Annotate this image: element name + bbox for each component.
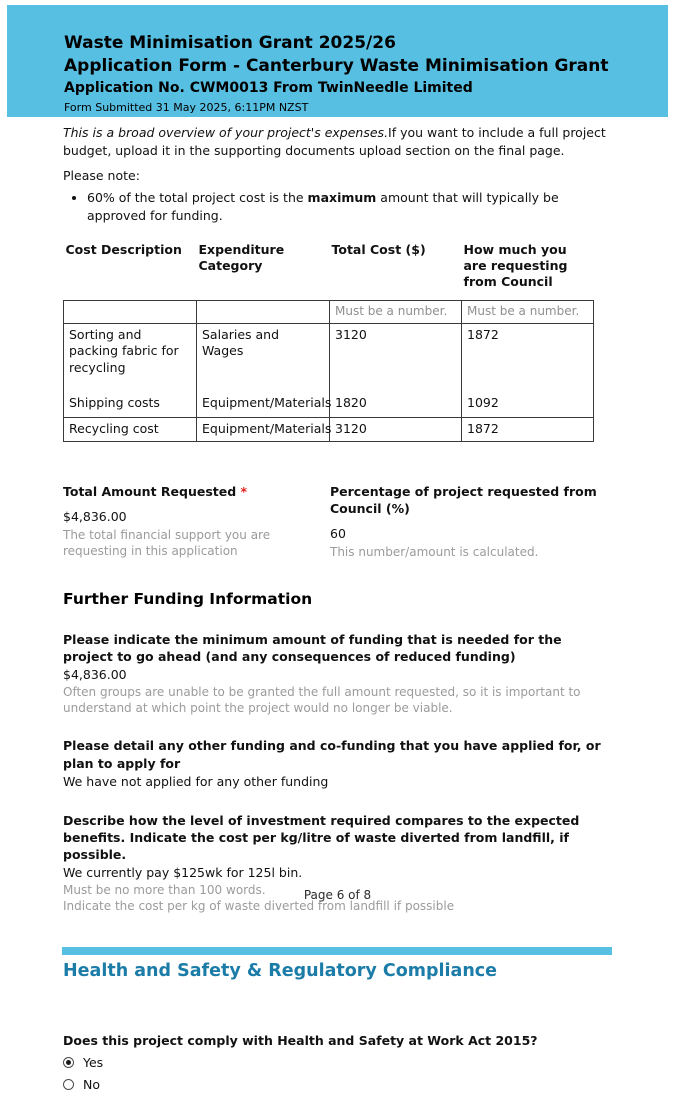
table-row bbox=[64, 418, 594, 442]
radio-option-yes[interactable] bbox=[63, 1054, 614, 1072]
investment-benefits-help-words: Must be no more than 100 words. bbox=[63, 883, 266, 898]
investment-benefits-answer: We currently pay $125wk for 125l bin. bbox=[63, 865, 303, 881]
minimum-funding-help: Often groups are unable to be granted the full amount requested, so it is important to understand at which point the project would no longer be viable. bbox=[63, 684, 581, 716]
submission-timestamp: Form Submitted 31 May 2025, 6:11PM NZST bbox=[64, 101, 309, 115]
radio-yes-label: Yes bbox=[83, 1055, 104, 1071]
minimum-funding-label: Please indicate the minimum amount of funding that is needed for the project to go ahead (and any consequences of reduced funding) bbox=[63, 631, 562, 664]
radio-no-label: No bbox=[83, 1076, 100, 1092]
other-funding-answer: We have not applied for any other funding bbox=[63, 773, 329, 789]
cost-table bbox=[63, 242, 594, 443]
page-number: Page 6 of 8 bbox=[303, 888, 372, 902]
radio-no-icon[interactable] bbox=[63, 1079, 74, 1090]
health-safety-question: Does this project comply with Health and Safety at Work Act 2015? bbox=[63, 1033, 538, 1049]
percentage-field bbox=[330, 484, 600, 560]
total-cost-cell: 3120 bbox=[330, 324, 462, 392]
table-row bbox=[64, 392, 594, 418]
percentage-value: 60 bbox=[330, 526, 346, 542]
col-header-requesting-from-council: How much you are requesting from Council bbox=[463, 241, 568, 290]
notes-list bbox=[87, 189, 614, 225]
other-funding-label: Please detail any other funding and co-funding that you have applied for, or plan to apply for bbox=[63, 738, 601, 771]
col-header-expenditure-category: Expenditure Category bbox=[198, 241, 285, 273]
please-note-label: Please note: bbox=[63, 167, 140, 183]
investment-benefits-help-cost: Indicate the cost per kg of waste diverted from landfill if possible bbox=[63, 899, 455, 914]
totals-section bbox=[63, 484, 614, 560]
col-header-total-cost: Total Cost ($) bbox=[331, 241, 426, 257]
minimum-funding-answer: $4,836.00 bbox=[63, 667, 127, 683]
form-header-band bbox=[7, 5, 668, 117]
requested-cell: 1092 bbox=[462, 392, 594, 418]
placeholder-row bbox=[64, 300, 594, 324]
investment-benefits-label: Describe how the level of investment required compares to the expected benefits. Indicate the cost per kg/litre of waste diverted from landfill, if possible. bbox=[63, 812, 580, 863]
total-cost-cell: 3120 bbox=[330, 418, 462, 442]
further-funding-heading: Further Funding Information bbox=[63, 589, 313, 608]
health-safety-heading: Health and Safety & Regulatory Compliance bbox=[63, 961, 498, 982]
table-row bbox=[64, 324, 594, 392]
total-amount-help: The total financial support you are requesting in this application bbox=[63, 527, 271, 558]
required-asterisk: * bbox=[240, 484, 248, 500]
expenditure-category-cell: Equipment/Materials bbox=[197, 392, 330, 418]
percentage-label: Percentage of project requested from Council (%) bbox=[330, 484, 597, 517]
grant-title: Waste Minimisation Grant 2025/26 bbox=[64, 33, 396, 53]
minimum-funding-question bbox=[63, 631, 614, 717]
cost-description-cell: Shipping costs bbox=[64, 392, 197, 418]
cost-description-cell: Sorting and packing fabric for recycling bbox=[64, 324, 197, 392]
percentage-help: This number/amount is calculated. bbox=[330, 544, 539, 559]
total-amount-field bbox=[63, 484, 330, 560]
expenditure-category-cell: Salaries and Wages bbox=[197, 324, 330, 392]
intro-paragraph bbox=[63, 124, 614, 160]
total-amount-label-text: Total Amount Requested bbox=[63, 484, 241, 500]
intro-italic-text: This is a broad overview of your project's expenses. bbox=[63, 125, 389, 140]
total-amount-label bbox=[63, 484, 316, 501]
next-page-header-strip bbox=[62, 947, 612, 955]
requested-placeholder: Must be a number. bbox=[462, 300, 594, 324]
requested-cell: 1872 bbox=[462, 324, 594, 392]
col-header-cost-description: Cost Description bbox=[65, 241, 182, 257]
radio-option-no[interactable] bbox=[63, 1076, 614, 1094]
total-amount-value: $4,836.00 bbox=[63, 509, 127, 525]
requested-cell: 1872 bbox=[462, 418, 594, 442]
form-title: Application Form - Canterbury Waste Minimisation Grant bbox=[64, 55, 609, 76]
expenditure-category-cell: Equipment/Materials bbox=[197, 418, 330, 442]
empty-cell bbox=[64, 300, 197, 324]
note-bullet bbox=[87, 189, 614, 225]
other-funding-question bbox=[63, 737, 614, 790]
total-cost-cell: 1820 bbox=[330, 392, 462, 418]
intro-normal-text: If you want to include a full project budget, upload it in the supporting documents upload section on the final page. bbox=[63, 125, 606, 158]
note-bullet-suffix: amount that will typically be approved for funding. bbox=[87, 190, 559, 223]
note-bullet-bold: maximum bbox=[307, 190, 377, 206]
total-cost-placeholder: Must be a number. bbox=[330, 300, 462, 324]
application-number: Application No. CWM0013 From TwinNeedle Limited bbox=[64, 80, 473, 97]
empty-cell bbox=[197, 300, 330, 324]
cost-description-cell: Recycling cost bbox=[64, 418, 197, 442]
radio-yes-icon[interactable] bbox=[63, 1057, 74, 1068]
cost-table-header bbox=[64, 242, 594, 300]
note-bullet-prefix: 60% of the total project cost is the bbox=[87, 190, 308, 206]
